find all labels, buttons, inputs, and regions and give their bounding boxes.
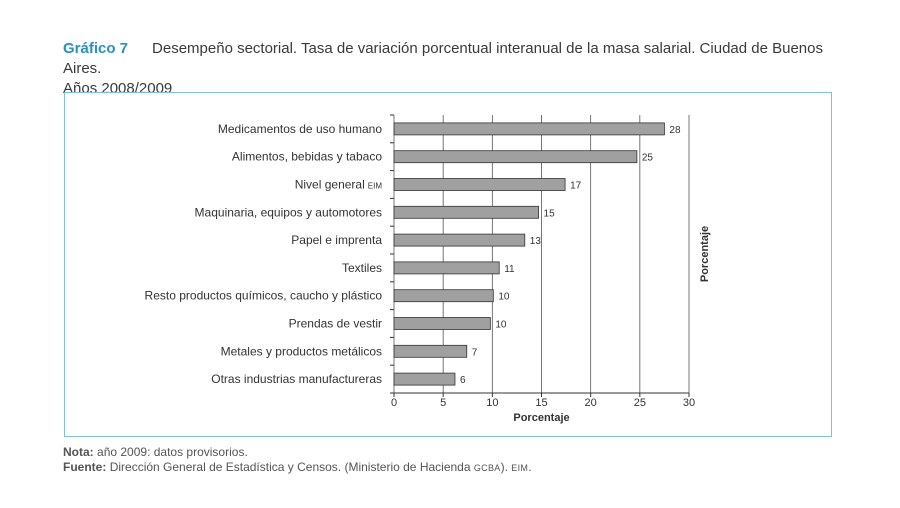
source-abbr-eim: EIM xyxy=(511,463,529,473)
x-tick-label: 10 xyxy=(486,397,499,409)
title-line-2: Años 2008/2009 xyxy=(63,80,173,97)
category-label-text: Prendas de vestir xyxy=(288,316,382,331)
data-label-3: 15 xyxy=(543,208,555,220)
bar-0 xyxy=(394,123,664,135)
note xyxy=(63,445,863,460)
source-end: . xyxy=(528,460,532,474)
category-label-text: Papel e imprenta xyxy=(291,233,382,248)
title-line-1 xyxy=(63,39,863,79)
x-tick-label: 30 xyxy=(682,397,696,409)
chart-title xyxy=(63,39,863,99)
x-tick-label: 0 xyxy=(390,397,398,409)
category-label-2 xyxy=(295,178,383,192)
category-label-text: Metales y productos metálicos xyxy=(220,344,382,359)
category-label-suffix: EIM xyxy=(367,181,382,191)
category-label-8 xyxy=(221,344,382,358)
x-tick-label: 5 xyxy=(440,397,447,409)
footer xyxy=(63,445,863,476)
data-label-4: 13 xyxy=(529,236,541,248)
data-label-2: 17 xyxy=(570,180,582,192)
category-label-text: Nivel general xyxy=(294,177,365,192)
category-label-4 xyxy=(291,233,382,247)
category-label-7 xyxy=(289,317,382,331)
category-label-text: Textiles xyxy=(341,260,382,275)
x-axis-title: Porcentaje xyxy=(513,412,570,424)
source xyxy=(63,460,863,476)
bar-5 xyxy=(394,262,499,274)
note-label: Nota: xyxy=(63,445,94,459)
bar-8 xyxy=(394,345,467,357)
bar-7 xyxy=(394,318,490,330)
category-label-5 xyxy=(342,261,382,275)
bar-4 xyxy=(394,234,525,246)
category-label-3 xyxy=(195,205,382,219)
chart-frame xyxy=(64,92,832,437)
category-label-text: Otras industrias manufactureras xyxy=(211,372,382,387)
bar-6 xyxy=(394,290,493,302)
right-axis-title: Porcentaje xyxy=(699,225,711,283)
chart-number-label: Gráfico 7 xyxy=(63,40,129,57)
x-tick-label: 20 xyxy=(584,397,597,409)
bar-1 xyxy=(394,151,637,163)
source-mid: ). xyxy=(500,460,508,474)
category-label-text: Alimentos, bebidas y tabaco xyxy=(231,149,382,164)
x-tick-label: 25 xyxy=(633,397,646,409)
category-label-text: Resto productos químicos, caucho y plástico xyxy=(144,288,382,303)
bar-3 xyxy=(394,206,539,218)
data-label-1: 25 xyxy=(641,152,654,164)
source-abbr-gcba: GCBA xyxy=(473,463,501,473)
data-label-9: 6 xyxy=(459,375,466,387)
category-label-text: Medicamentos de uso humano xyxy=(217,121,382,136)
note-text: año 2009: datos provisorios. xyxy=(97,445,248,459)
x-tick-label: 15 xyxy=(535,397,548,409)
data-label-7: 10 xyxy=(495,319,507,331)
category-label-text: Maquinaria, equipos y automotores xyxy=(194,205,382,220)
bar-9 xyxy=(394,373,455,385)
category-label-0 xyxy=(218,122,382,136)
category-label-9 xyxy=(211,372,382,386)
source-label: Fuente: xyxy=(63,460,107,474)
data-label-6: 10 xyxy=(498,291,510,303)
bar-chart xyxy=(65,93,831,436)
source-text: Dirección General de Estadística y Censos. (Ministerio de Hacienda xyxy=(109,460,471,474)
title-text: Desempeño sectorial. Tasa de variación porcentual interanual de la masa salarial. Ciudad de Buenos Aires. xyxy=(63,40,823,77)
category-label-1 xyxy=(232,150,382,164)
data-label-8: 7 xyxy=(471,347,478,359)
data-label-0: 28 xyxy=(669,124,681,136)
data-label-5: 11 xyxy=(504,263,515,275)
bar-2 xyxy=(394,179,565,191)
category-label-6 xyxy=(145,289,383,303)
